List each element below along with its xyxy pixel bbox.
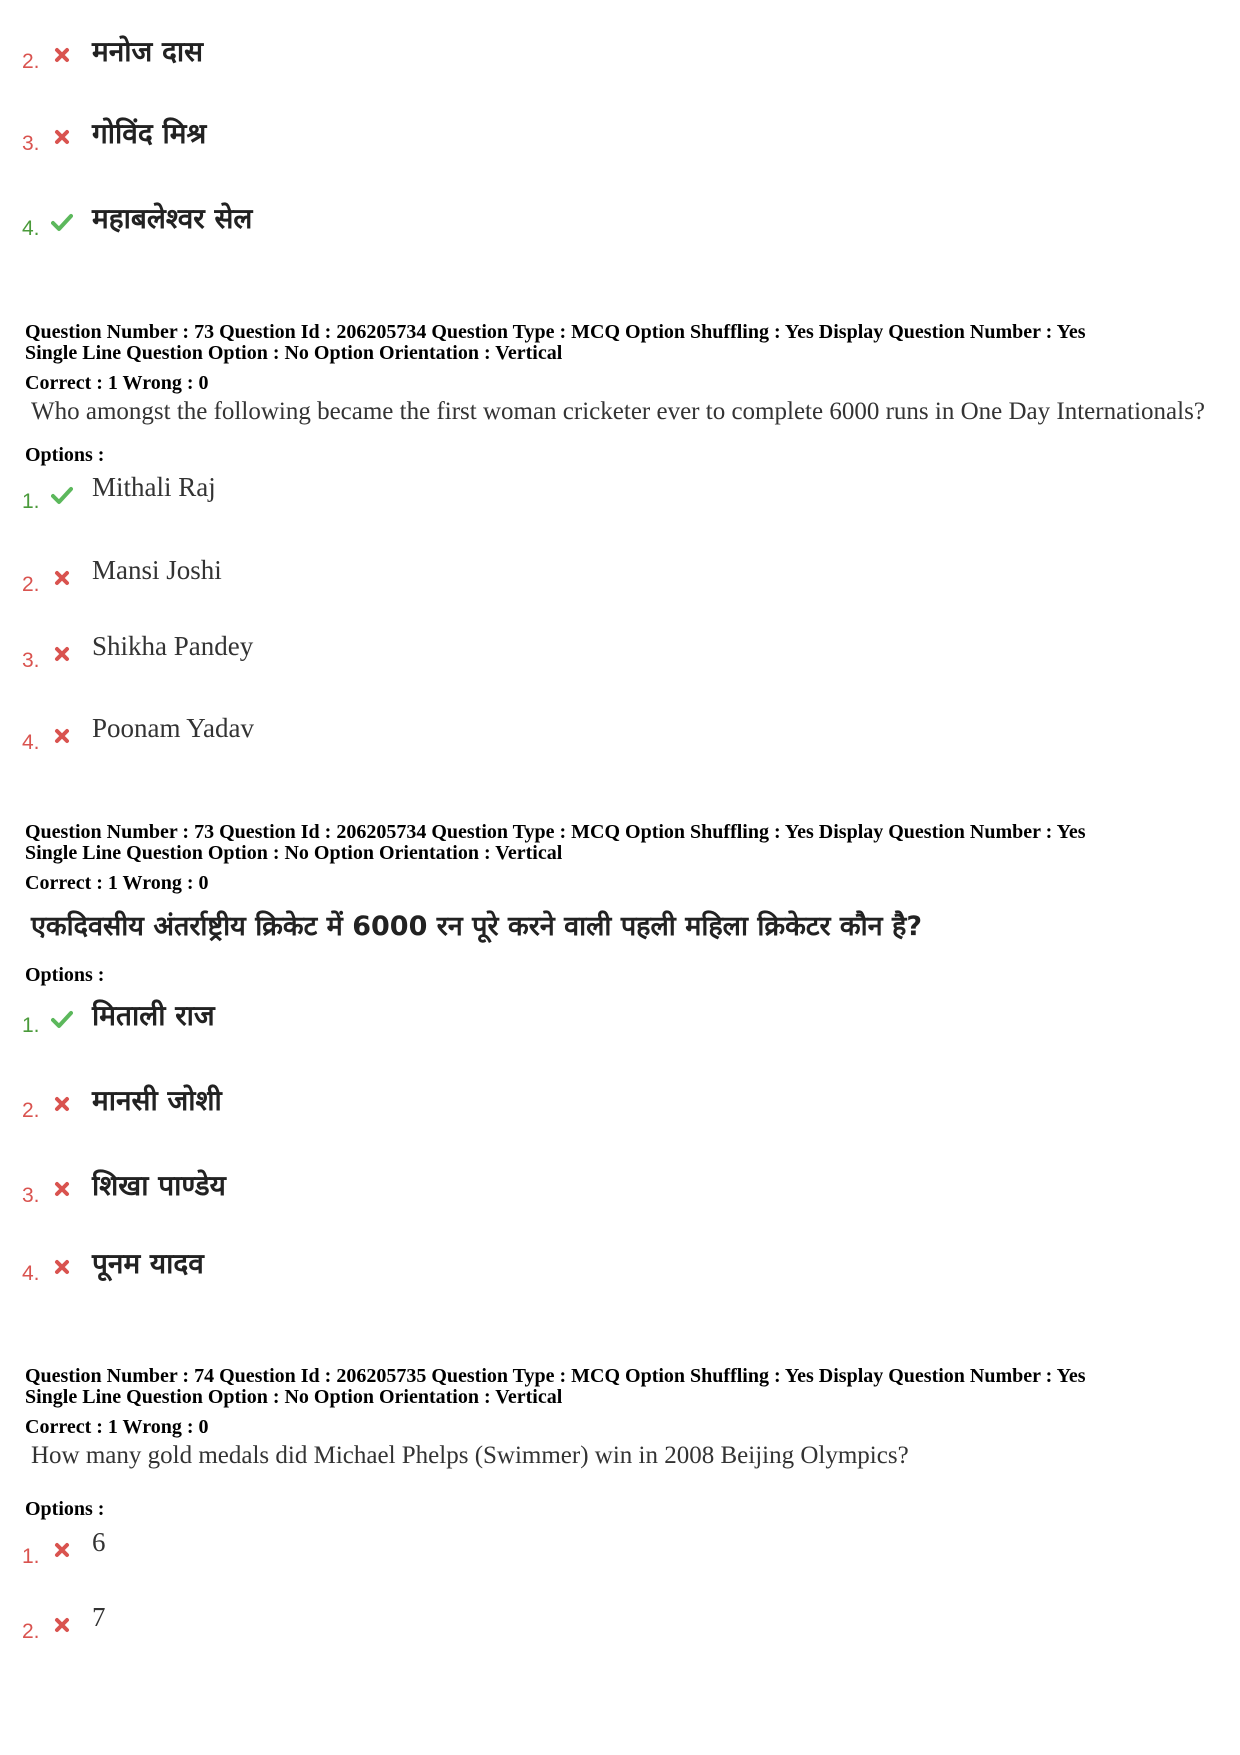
question-meta	[25, 1366, 1085, 1408]
check-icon	[51, 211, 73, 233]
question-meta-line: Question Number : 73 Question Id : 206205734 Question Type : MCQ Option Shuffling : Yes Display Question Number : Yes	[25, 321, 1086, 343]
option-number: 2.	[22, 1099, 40, 1122]
option-text: 7	[92, 1602, 106, 1632]
options-label: Options :	[25, 1498, 105, 1520]
option-text: Poonam Yadav	[92, 713, 255, 743]
cross-icon	[51, 567, 73, 589]
options-label: Options :	[25, 444, 105, 466]
option-number: 2.	[22, 50, 40, 73]
cross-icon	[51, 44, 73, 66]
marking-scheme: Correct : 1 Wrong : 0	[25, 1416, 209, 1438]
question-meta-line: Question Number : 74 Question Id : 206205735 Question Type : MCQ Option Shuffling : Yes Display Question Number : Yes	[25, 1365, 1086, 1387]
cross-icon	[51, 643, 73, 665]
question-text: How many gold medals did Michael Phelps (Swimmer) win in 2008 Beijing Olympics?	[31, 1442, 909, 1469]
cross-icon	[51, 1614, 73, 1636]
marking-scheme: Correct : 1 Wrong : 0	[25, 372, 209, 394]
cross-icon	[51, 725, 73, 747]
option-number: 1.	[22, 490, 40, 513]
option-text: महाबलेश्वर सेल	[92, 202, 253, 235]
marking-scheme: Correct : 1 Wrong : 0	[25, 872, 209, 894]
cross-icon	[51, 126, 73, 148]
option-text: मिताली राज	[92, 999, 215, 1032]
question-text: Who amongst the following became the first woman cricketer ever to complete 6000 runs in One Day Internationals?	[31, 398, 1205, 425]
question-meta-line: Question Number : 73 Question Id : 206205734 Question Type : MCQ Option Shuffling : Yes Display Question Number : Yes	[25, 821, 1086, 843]
option-text: शिखा पाण्डेय	[92, 1169, 226, 1202]
cross-icon	[51, 1093, 73, 1115]
cross-icon	[51, 1539, 73, 1561]
option-number: 4.	[22, 217, 40, 240]
option-number: 2.	[22, 573, 40, 596]
option-number: 4.	[22, 1262, 40, 1285]
option-number: 3.	[22, 1184, 40, 1207]
option-number: 2.	[22, 1620, 40, 1643]
question-meta-line: Single Line Question Option : No Option Orientation : Vertical	[25, 842, 563, 864]
option-text: Mansi Joshi	[92, 555, 222, 585]
option-number: 4.	[22, 731, 40, 754]
option-text: 6	[92, 1527, 106, 1557]
cross-icon	[51, 1178, 73, 1200]
option-text: Shikha Pandey	[92, 631, 254, 661]
question-meta-line: Single Line Question Option : No Option Orientation : Vertical	[25, 1386, 563, 1408]
option-number: 3.	[22, 649, 40, 672]
cross-icon	[51, 1256, 73, 1278]
option-text: Mithali Raj	[92, 472, 216, 502]
check-icon	[51, 484, 73, 506]
question-meta-line: Single Line Question Option : No Option Orientation : Vertical	[25, 342, 563, 364]
question-meta	[25, 822, 1085, 864]
option-text: मनोज दास	[92, 35, 204, 68]
option-number: 1.	[22, 1014, 40, 1037]
check-icon	[51, 1008, 73, 1030]
options-label: Options :	[25, 964, 105, 986]
option-text: मानसी जोशी	[92, 1084, 222, 1117]
option-text: पूनम यादव	[92, 1247, 204, 1280]
option-text: गोविंद मिश्र	[92, 117, 207, 150]
question-meta	[25, 322, 1085, 364]
option-number: 1.	[22, 1545, 40, 1568]
option-number: 3.	[22, 132, 40, 155]
question-text: एकदिवसीय अंतर्राष्ट्रीय क्रिकेट में 6000 रन पूरे करने वाली पहली महिला क्रिकेटर कौन है?	[31, 911, 923, 942]
